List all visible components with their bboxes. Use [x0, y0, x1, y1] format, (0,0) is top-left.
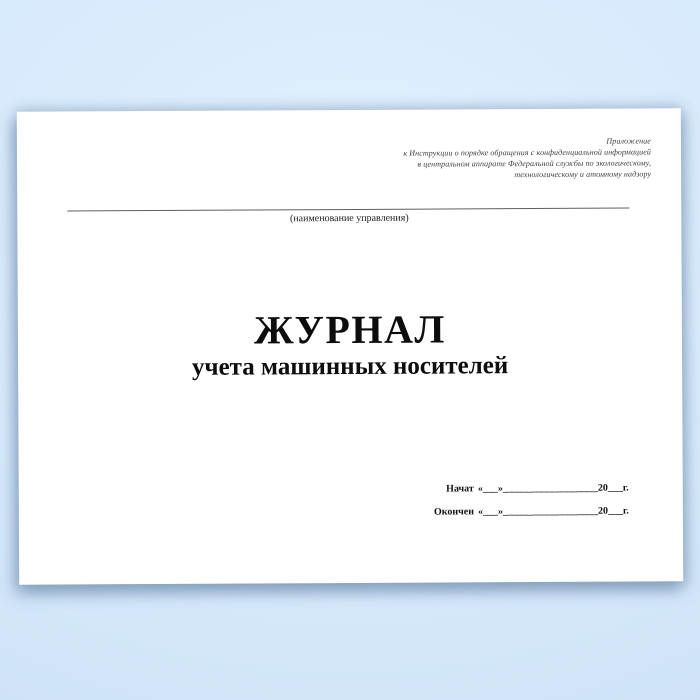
date-started-row: [434, 477, 629, 501]
date-started-blank: «___»___________________20___г.: [477, 482, 629, 495]
appendix-line: к Инструкции о порядке обращения с конфиденциальной информацией: [403, 147, 652, 158]
appendix-line: Приложение: [606, 136, 651, 146]
appendix-line: технологическому и атомному надзору: [514, 169, 652, 180]
date-finished-label: Окончен: [433, 506, 474, 518]
appendix-line: в центральном аппарате Федеральной службы по экологическому,: [417, 158, 652, 169]
date-started-label: Начат: [446, 483, 474, 495]
page-title: ЖУРНАЛ: [253, 306, 446, 353]
page-subtitle: учета машинных носителей: [191, 352, 509, 381]
department-name-blank-line: [67, 208, 629, 212]
date-finished-row: [434, 500, 629, 524]
date-finished-blank: «___»___________________20___г.: [477, 505, 629, 518]
journal-cover-page: [17, 108, 683, 584]
department-name-caption: (наименование управления): [289, 212, 409, 225]
appendix-reference-block: [231, 135, 651, 181]
date-lines-block: [434, 477, 629, 524]
